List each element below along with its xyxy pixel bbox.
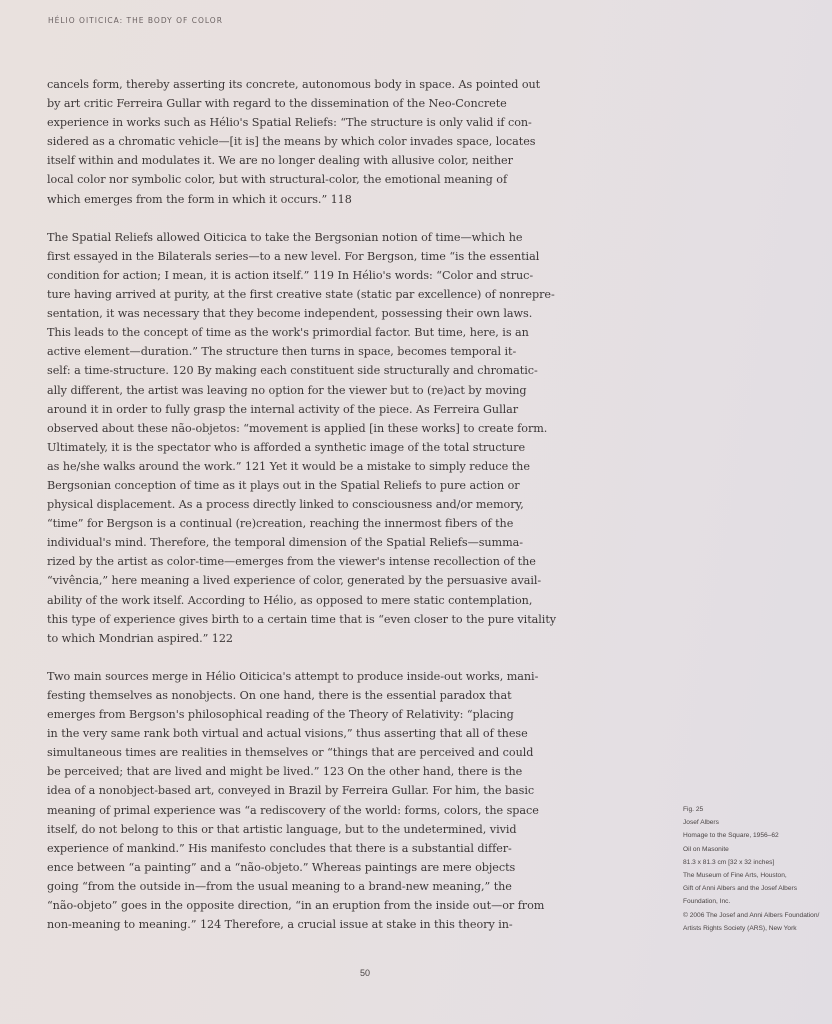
text-line: Two main sources merge in Hélio Oiticica's attempt to produce inside-out works, mani- — [47, 669, 539, 683]
body-text — [47, 75, 557, 934]
text-line: individual's mind. Therefore, the temporal dimension of the Spatial Reliefs—summa- — [47, 536, 524, 550]
figure-caption — [683, 803, 819, 935]
text-line: physical displacement. As a process directly linked to consciousness and/or memory, — [47, 498, 524, 512]
text-line: observed about these não-objetos: “movement is applied [in these works] to create form. — [47, 421, 548, 435]
text-line: to which Mondrian aspired.” 122 — [47, 631, 234, 645]
text-line: sentation, it was necessary that they become independent, possessing their own laws. — [47, 307, 533, 321]
caption-artist: Josef Albers — [683, 819, 719, 827]
text-line: emerges from Bergson's philosophical reading of the Theory of Relativity: “placing — [47, 708, 514, 722]
text-line: experience in works such as Hélio's Spatial Reliefs: “The structure is only valid if con- — [47, 116, 532, 130]
text-line: experience of mankind.” His manifesto concludes that there is a substantial differ- — [47, 841, 512, 855]
caption-collection: The Museum of Fine Arts, Houston, — [683, 872, 787, 880]
caption-credit: Gift of Anni Albers and the Josef Albers — [683, 885, 797, 893]
text-line: “vivência,” here meaning a lived experience of color, generated by the persuasive avail- — [47, 574, 542, 588]
text-line: This leads to the concept of time as the work's primordial factor. But time, here, is an — [47, 326, 529, 340]
running-head: HÉLIO OITICICA: THE BODY OF COLOR — [48, 16, 223, 25]
text-line: self: a time-structure. 120 By making each constituent side structurally and chromatic- — [47, 364, 538, 378]
text-line: in the very same rank both virtual and actual visions,” thus asserting that all of these — [47, 727, 528, 741]
text-line: festing themselves as nonobjects. On one hand, there is the essential paradox that — [47, 689, 512, 702]
text-line: condition for action; I mean, it is action itself.” 119 In Hélio's words: “Color and struc- — [47, 268, 534, 282]
text-line: active element—duration.” The structure then turns in space, becomes temporal it- — [47, 345, 517, 359]
text-line: “não-objeto” goes in the opposite direction, “in an eruption from the inside out—or from — [47, 899, 545, 913]
caption-dimensions: 81.3 x 81.3 cm [32 x 32 inches] — [683, 858, 775, 866]
caption-medium: Oil on Masonite — [683, 845, 729, 853]
text-line: first essayed in the Bilaterals series—to a new level. For Bergson, time “is the essential — [47, 249, 540, 263]
text-line: sidered as a chromatic vehicle—[it is] the means by which color invades space, locates — [47, 135, 536, 149]
text-line: going “from the outside in—from the usual meaning to a brand-new meaning,” the — [47, 879, 512, 893]
text-line: around it in order to fully grasp the internal activity of the piece. As Ferreira Gullar — [47, 402, 519, 416]
text-line: non-meaning to meaning.” 124 Therefore, a crucial issue at stake in this theory in- — [47, 918, 513, 932]
text-line: Bergsonian conception of time as it plays out in the Spatial Reliefs to pure action or — [47, 478, 520, 492]
text-line: meaning of primal experience was “a rediscovery of the world: forms, colors, the space — [47, 803, 539, 817]
text-line: be perceived; that are lived and might be lived.” 123 On the other hand, there is the — [47, 765, 523, 779]
text-line: itself, do not belong to this or that artistic language, but to the undetermined, vivid — [47, 822, 517, 836]
text-line: by art critic Ferreira Gullar with regard to the dissemination of the Neo-Concrete — [47, 97, 507, 111]
text-line: idea of a nonobject-based art, conveyed in Brazil by Ferreira Gullar. For him, the basic — [47, 784, 535, 798]
text-line: Ultimately, it is the spectator who is afforded a synthetic image of the total structure — [47, 440, 526, 454]
text-line: ence between “a painting” and a “não-objeto.” Whereas paintings are mere objects — [47, 860, 516, 874]
text-line: local color nor symbolic color, but with structural-color, the emotional meaning of — [47, 173, 508, 187]
text-line: this type of experience gives birth to a certain time that is “even closer to the pure vitality — [47, 612, 557, 626]
text-line: “time” for Bergson is a continual (re)creation, reaching the innermost fibers of the — [47, 517, 514, 531]
text-line: simultaneous times are realities in themselves or “things that are perceived and could — [47, 746, 534, 760]
paragraph-3 — [47, 667, 545, 934]
text-line: The Spatial Reliefs allowed Oiticica to take the Bergsonian notion of time—which he — [47, 230, 523, 244]
text-line: as he/she walks around the work.” 121 Yet it would be a mistake to simply reduce the — [47, 459, 530, 473]
caption-copyright: Artists Rights Society (ARS), New York — [683, 924, 797, 932]
text-line: cancels form, thereby asserting its concrete, autonomous body in space. As pointed out — [47, 78, 541, 91]
text-line: rized by the artist as color-time—emerges from the viewer's intense recollection of the — [47, 555, 536, 569]
text-line: ability of the work itself. According to Hélio, as opposed to mere static contemplation, — [47, 593, 533, 607]
text-line: ally different, the artist was leaving no option for the viewer but to (re)act by moving — [47, 383, 527, 397]
caption-fig-number: Fig. 25 — [683, 806, 704, 813]
text-line: which emerges from the form in which it occurs.” 118 — [47, 192, 352, 206]
text-line: ture having arrived at purity, at the first creative state (static par excellence) of nonrepre- — [47, 288, 555, 302]
caption-credit: Foundation, Inc. — [683, 898, 731, 906]
paragraph-1 — [47, 75, 541, 209]
text-line: itself within and modulates it. We are no longer dealing with allusive color, neither — [47, 154, 513, 168]
paragraph-2 — [47, 228, 557, 648]
page-number: 50 — [360, 968, 371, 978]
caption-copyright: © 2006 The Josef and Anni Albers Foundation/ — [683, 911, 820, 919]
caption-title: Homage to the Square, 1956–62 — [683, 832, 779, 840]
